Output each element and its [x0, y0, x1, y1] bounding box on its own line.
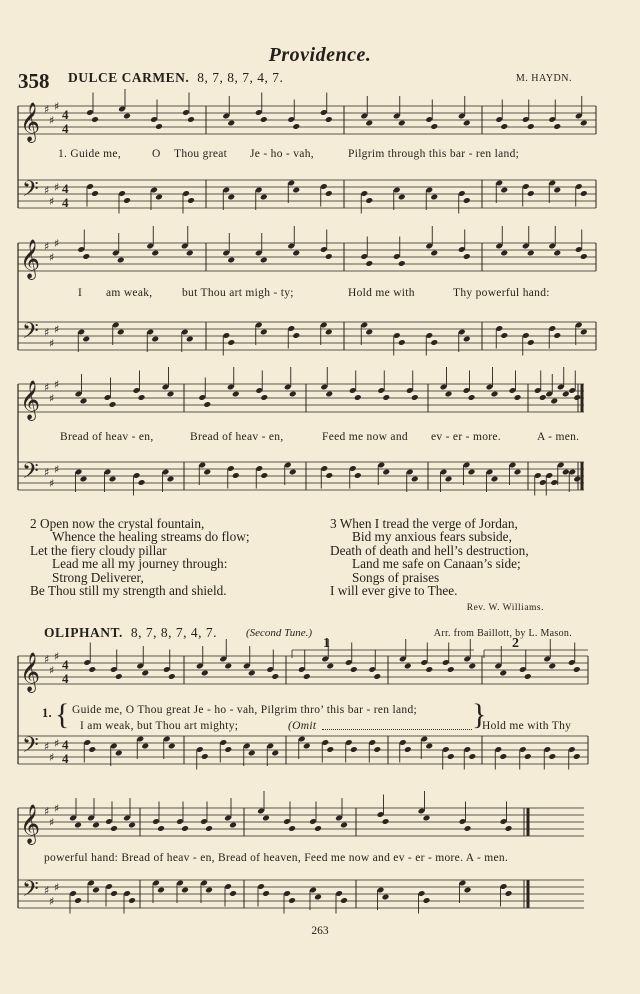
note-head	[411, 394, 419, 401]
note-head	[340, 822, 348, 829]
note-head	[430, 250, 438, 257]
note-head	[82, 253, 90, 260]
note-head	[314, 894, 322, 901]
note-head	[141, 743, 149, 750]
verse-line: 3 When I tread the verge of Jordan,	[330, 516, 518, 531]
second-tune-label: (Second Tune.)	[246, 627, 312, 639]
note-head	[326, 746, 334, 753]
note-head	[500, 123, 508, 130]
note-head	[91, 190, 99, 197]
note-head	[325, 391, 333, 398]
omit-dotted-line	[322, 729, 472, 730]
page-number: 263	[311, 925, 329, 937]
note-head	[201, 670, 209, 677]
verse-line: Strong Deliverer,	[52, 569, 144, 585]
sharp-sign: ♯	[49, 337, 55, 350]
note-head	[92, 887, 100, 894]
sharp-sign: ♯	[54, 323, 60, 336]
note-head	[260, 257, 268, 264]
note-head	[365, 329, 373, 336]
note-head	[232, 472, 240, 479]
note-head	[157, 825, 165, 832]
sharp-sign: ♯	[44, 184, 50, 197]
note-head	[425, 666, 433, 673]
verse-number	[42, 706, 52, 721]
note-head	[553, 187, 561, 194]
note-head	[157, 887, 165, 894]
note-head	[138, 479, 146, 486]
note-head	[224, 746, 232, 753]
note-head	[539, 394, 547, 401]
sharp-sign: ♯	[54, 100, 60, 113]
note-head	[314, 825, 322, 832]
note-head	[260, 116, 268, 123]
bass-staff	[18, 322, 596, 350]
note-head	[262, 890, 270, 897]
note-head	[203, 469, 211, 476]
note-head	[573, 753, 581, 760]
note-head	[260, 394, 268, 401]
note-head	[326, 663, 334, 670]
bass-clef: 𝄢	[22, 319, 39, 349]
note-head	[110, 825, 118, 832]
sharp-sign: ♯	[49, 251, 55, 264]
sharp-sign: ♯	[49, 816, 55, 829]
bass-clef: 𝄢	[22, 877, 39, 907]
note-head	[123, 197, 131, 204]
note-head	[292, 187, 300, 194]
note-head	[499, 753, 507, 760]
note-head	[411, 476, 419, 483]
sharp-sign: ♯	[49, 664, 55, 677]
note-head	[201, 753, 209, 760]
sharp-sign: ♯	[44, 381, 50, 394]
lyric-syllable: Pilgrim through this bar - ren land;	[348, 148, 520, 160]
note-head	[553, 123, 561, 130]
note-head	[398, 194, 406, 201]
note-head	[365, 260, 373, 267]
note-head	[303, 743, 311, 750]
time-signature: 4	[62, 195, 69, 210]
treble-staff	[18, 106, 596, 134]
note-head	[227, 120, 235, 127]
note-head	[151, 336, 159, 343]
note-head	[325, 116, 333, 123]
note-head	[580, 120, 588, 127]
sharp-sign: ♯	[54, 463, 60, 476]
verse-line: Be Thou still my strength and shield.	[30, 583, 227, 599]
note-head	[580, 329, 588, 336]
sharp-sign: ♯	[49, 195, 55, 208]
note-head	[398, 120, 406, 127]
note-head	[260, 329, 268, 336]
note-head	[553, 332, 561, 339]
bass-staff	[18, 880, 584, 908]
note-head	[141, 670, 149, 677]
lyric-syllable: O	[152, 148, 161, 160]
note-head	[303, 673, 311, 680]
note-head	[186, 250, 194, 257]
note-head	[155, 123, 163, 130]
tune-name	[44, 625, 217, 641]
note-head	[499, 670, 507, 677]
note-head	[514, 469, 522, 476]
note-head	[430, 123, 438, 130]
lyric-syllable: Feed me now and	[322, 431, 408, 443]
note-head	[248, 670, 256, 677]
note-head	[580, 190, 588, 197]
note-head	[186, 336, 194, 343]
note-head	[468, 469, 476, 476]
note-head	[404, 663, 412, 670]
note-head	[425, 743, 433, 750]
bass-clef: 𝄢	[22, 459, 39, 489]
note-head	[91, 116, 99, 123]
lyric-line: powerful hand: Bread of heav - en, Bread of heaven, Feed me now and ev - er - more. A - men.	[44, 852, 509, 864]
note-head	[423, 897, 431, 904]
time-signature: 4	[62, 671, 69, 686]
note-head	[110, 890, 118, 897]
arranger-credit: Arr. from Baillott, by L. Mason.	[433, 628, 572, 639]
lyric-line: Hold me with Thy	[482, 720, 572, 732]
treble-clef: 𝄞	[20, 652, 41, 692]
note-head	[562, 469, 570, 476]
note-head	[187, 197, 195, 204]
note-head	[373, 746, 381, 753]
time-signature: 4	[62, 107, 69, 122]
sharp-sign: ♯	[54, 237, 60, 250]
sharp-sign: ♯	[44, 805, 50, 818]
tune-name-text: DULCE CARMEN.	[68, 70, 190, 85]
verse-3	[330, 517, 529, 597]
lyric-syllable: I	[78, 287, 83, 299]
verse-line: Let the fiery cloudy pillar	[30, 542, 167, 558]
note-head	[553, 250, 561, 257]
sharp-sign: ♯	[54, 881, 60, 894]
note-head	[500, 332, 508, 339]
treble-clef: 𝄞	[20, 804, 41, 844]
note-head	[168, 743, 176, 750]
lyric-line: Guide me, O Thou great Je - ho - vah, Pilgrim thro’ this bar - ren land;	[72, 704, 418, 716]
note-head	[430, 194, 438, 201]
omit-marking: (Omit	[288, 720, 317, 732]
note-head	[464, 887, 472, 894]
note-head	[464, 825, 472, 832]
brace: }	[472, 698, 487, 731]
note-head	[227, 257, 235, 264]
tune-name-text: OLIPHANT.	[44, 625, 123, 640]
note-head	[187, 116, 195, 123]
treble-clef: 𝄞	[20, 239, 41, 279]
note-head	[382, 894, 390, 901]
treble-clef: 𝄞	[20, 102, 41, 142]
hymn-number: 358	[18, 69, 50, 93]
note-head	[167, 476, 175, 483]
meter: 8, 7, 8, 7, 4, 7.	[130, 625, 218, 640]
lyric-syllable: am weak,	[106, 287, 153, 299]
note-head	[463, 253, 471, 260]
note-head	[227, 194, 235, 201]
note-head	[288, 825, 296, 832]
sharp-sign: ♯	[49, 392, 55, 405]
time-signature: 4	[62, 657, 69, 672]
note-head	[527, 190, 535, 197]
note-head	[398, 260, 406, 267]
note-head	[524, 673, 532, 680]
note-head	[514, 394, 522, 401]
verse-line: Songs of praises	[352, 569, 440, 585]
note-head	[365, 197, 373, 204]
note-head	[115, 673, 123, 680]
note-head	[260, 472, 268, 479]
note-head	[74, 822, 82, 829]
note-head	[350, 746, 358, 753]
verse-line: 2 Open now the crystal fountain,	[30, 516, 205, 531]
note-head	[573, 476, 581, 483]
note-head	[573, 394, 581, 401]
treble-staff	[18, 384, 584, 412]
sharp-sign: ♯	[49, 751, 55, 764]
treble-staff	[18, 243, 596, 271]
note-head	[445, 476, 453, 483]
note-head	[398, 339, 406, 346]
note-head	[248, 750, 256, 757]
note-head	[289, 391, 297, 398]
note-head	[82, 336, 90, 343]
verse-line: I will ever give to Thee.	[330, 583, 458, 599]
lyric-line: I am weak, but Thou art mighty;	[80, 720, 239, 732]
note-head	[181, 887, 189, 894]
note-head	[445, 391, 453, 398]
bass-clef: 𝄢	[22, 177, 39, 207]
lyric-syllable: Bread of heav - en,	[60, 431, 154, 443]
note-head	[573, 666, 581, 673]
note-head	[463, 120, 471, 127]
note-head	[74, 897, 82, 904]
lyric-syllable: ev - er - more.	[431, 431, 501, 443]
note-head	[88, 746, 96, 753]
note-head	[138, 394, 146, 401]
note-head	[382, 469, 390, 476]
note-head	[292, 123, 300, 130]
sharp-sign: ♯	[49, 895, 55, 908]
note-head	[447, 753, 455, 760]
verse-line: Land me safe on Canaan’s side;	[352, 556, 521, 572]
note-head	[562, 391, 570, 398]
bass-staff	[18, 180, 596, 208]
note-head	[500, 250, 508, 257]
note-head	[123, 113, 131, 120]
note-head	[229, 890, 237, 897]
lyric-syllable: 1. Guide me,	[58, 148, 122, 160]
author-credit: Rev. W. Williams.	[466, 603, 544, 613]
note-head	[382, 394, 390, 401]
note-head	[527, 339, 535, 346]
lyric-syllable: Thou great	[174, 148, 228, 160]
note-head	[505, 890, 513, 897]
sharp-sign: ♯	[49, 477, 55, 490]
sharp-sign: ♯	[44, 740, 50, 753]
time-signature: 4	[62, 737, 69, 752]
lyric-syllable: Je - ho - vah,	[250, 148, 314, 160]
note-head	[468, 663, 476, 670]
note-head	[229, 822, 237, 829]
note-head	[205, 887, 213, 894]
note-head	[447, 666, 455, 673]
verse-line: Whence the healing streams do flow;	[52, 529, 250, 545]
note-head	[181, 825, 189, 832]
note-head	[288, 897, 296, 904]
lyric-syllable: A - men.	[537, 431, 580, 443]
note-head	[115, 750, 123, 757]
note-head	[92, 822, 100, 829]
verse-number-text: 1.	[42, 706, 52, 720]
sharp-sign: ♯	[44, 466, 50, 479]
time-signature: 4	[62, 751, 69, 766]
note-head	[325, 329, 333, 336]
note-head	[117, 329, 125, 336]
note-head	[505, 825, 513, 832]
note-head	[80, 398, 88, 405]
note-head	[382, 818, 390, 825]
sharp-sign: ♯	[54, 802, 60, 815]
treble-clef: 𝄞	[20, 380, 41, 420]
time-signature: 4	[62, 121, 69, 136]
note-head	[109, 476, 117, 483]
note-head	[271, 750, 279, 757]
sharp-sign: ♯	[44, 653, 50, 666]
note-head	[468, 753, 476, 760]
sharp-sign: ♯	[54, 737, 60, 750]
note-head	[373, 673, 381, 680]
composer: M. HAYDN.	[515, 73, 572, 84]
note-head	[203, 401, 211, 408]
note-head	[128, 897, 136, 904]
note-head	[527, 123, 535, 130]
note-head	[524, 753, 532, 760]
note-head	[548, 753, 556, 760]
sharp-sign: ♯	[44, 240, 50, 253]
lyric-syllable: but Thou art migh - ty;	[182, 287, 294, 299]
note-head	[527, 250, 535, 257]
verse-line: Lead me all my journey through:	[52, 556, 228, 572]
note-head	[325, 253, 333, 260]
note-head	[463, 197, 471, 204]
note-head	[292, 332, 300, 339]
lyric-syllable: Hold me with	[348, 287, 415, 299]
note-head	[325, 190, 333, 197]
note-head	[155, 194, 163, 201]
note-head	[580, 253, 588, 260]
note-head	[354, 394, 362, 401]
brace: {	[55, 698, 70, 731]
verse-2	[30, 517, 250, 597]
tune-name	[68, 70, 283, 86]
note-head	[109, 401, 117, 408]
note-head	[550, 398, 558, 405]
first-ending-number: 1	[323, 636, 330, 651]
note-head	[224, 663, 232, 670]
sharp-sign: ♯	[44, 884, 50, 897]
note-head	[128, 822, 136, 829]
note-head	[260, 194, 268, 201]
second-ending-number: 2	[512, 636, 519, 651]
verse-line: Bid my anxious fears subside,	[352, 529, 512, 545]
note-head	[500, 187, 508, 194]
note-head	[271, 673, 279, 680]
note-head	[430, 339, 438, 346]
note-head	[167, 391, 175, 398]
note-head	[463, 336, 471, 343]
note-head	[151, 250, 159, 257]
note-head	[404, 746, 412, 753]
note-head	[550, 479, 558, 486]
note-head	[117, 257, 125, 264]
note-head	[350, 666, 358, 673]
treble-staff	[18, 808, 584, 836]
bass-clef: 𝄢	[22, 733, 39, 763]
note-head	[468, 394, 476, 401]
note-head	[88, 666, 96, 673]
note-head	[232, 391, 240, 398]
note-head	[325, 472, 333, 479]
note-head	[354, 472, 362, 479]
note-head	[168, 673, 176, 680]
sharp-sign: ♯	[44, 326, 50, 339]
note-head	[548, 663, 556, 670]
note-head	[365, 120, 373, 127]
meter: 8, 7, 8, 7, 4, 7.	[197, 70, 284, 85]
sharp-sign: ♯	[54, 650, 60, 663]
lyric-syllable: Bread of heav - en,	[190, 431, 284, 443]
note-head	[491, 476, 499, 483]
note-head	[340, 897, 348, 904]
sharp-sign: ♯	[44, 103, 50, 116]
note-head	[539, 479, 547, 486]
note-head	[80, 476, 88, 483]
note-head	[227, 339, 235, 346]
bass-staff	[18, 462, 584, 490]
note-head	[205, 825, 213, 832]
sharp-sign: ♯	[54, 378, 60, 391]
sharp-sign: ♯	[54, 181, 60, 194]
section-title: Providence.	[268, 44, 372, 66]
note-head	[423, 815, 431, 822]
note-head	[292, 250, 300, 257]
lyric-syllable: Thy powerful hand:	[453, 287, 550, 299]
note-head	[289, 469, 297, 476]
note-head	[491, 391, 499, 398]
verse-line: Death of death and hell’s destruction,	[330, 542, 529, 558]
time-signature: 4	[62, 181, 69, 196]
sharp-sign: ♯	[49, 114, 55, 127]
note-head	[262, 815, 270, 822]
